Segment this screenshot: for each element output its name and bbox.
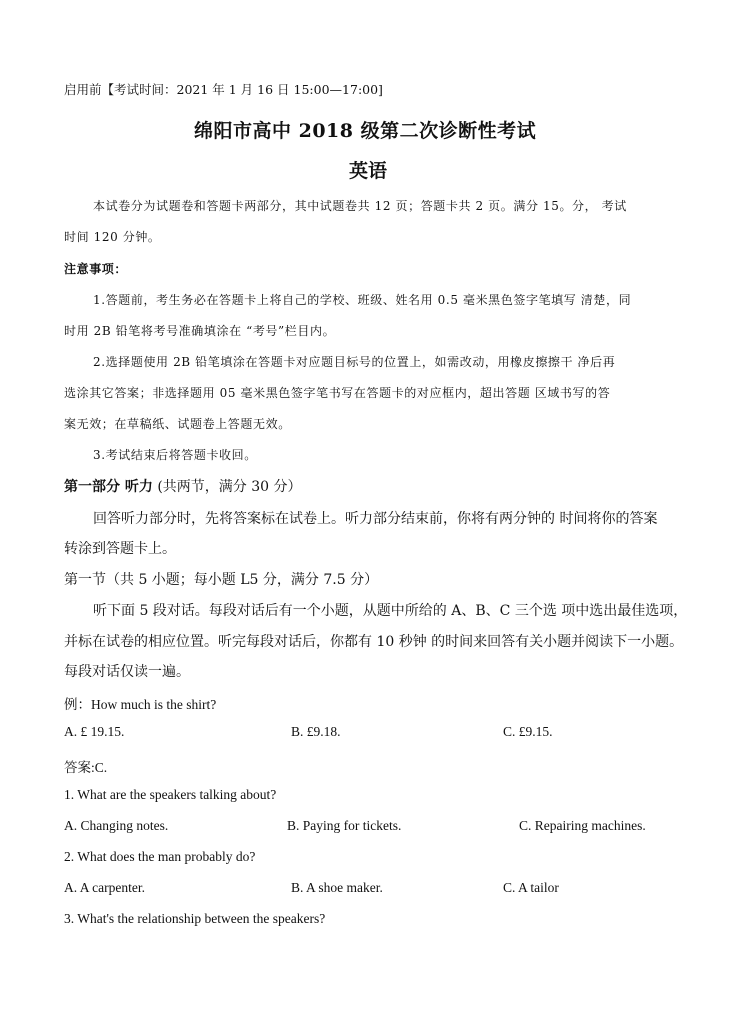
note-2-line-1: 2.选择题使用 2B 铅笔填涂在答题卡对应题目标号的位置上，如需改动，用橡皮擦擦干 净后再 (93, 355, 616, 369)
instructions-line-1: 听下面 5 段对话。每段对话后有一个小题，从题中所给的 A、B、C 三个选 项中选出最佳选项， (93, 603, 688, 619)
question-2-option-a: A. A carpenter. (64, 880, 145, 895)
example-option-a: A. £ 19.15. (64, 724, 125, 739)
notes-heading: 注意事项： (64, 262, 128, 276)
note-1-line-1: 1.答题前，考生务必在答题卡上将自己的学校、班级、姓名用 0.5 毫米黑色签字笔填写 清楚，同 (93, 293, 632, 307)
exam-subject: 英语 (349, 160, 388, 182)
note-1-line-2: 时用 2B 铅笔将考号准确填涂在 “考号”栏目内。 (64, 324, 336, 338)
part1-heading-bold: 第一部分 听力 (64, 479, 153, 495)
question-2: 2. What does the man probably do? (64, 849, 256, 864)
example-answer: 答案:C. (64, 760, 108, 775)
note-3: 3.考试结束后将答题卡收回。 (93, 448, 257, 462)
intro-line-1: 本试卷分为试题卷和答题卡两部分，其中试题卷共 12 页；答题卡共 2 页。满分 15。分， 考试 (93, 199, 627, 213)
exam-time-header: 启用前【考试时间：2021 年 1 月 16 日 15:00—17:00] (64, 82, 383, 97)
question-2-option-c: C. A tailor (503, 880, 559, 895)
part1-heading (64, 476, 302, 496)
section1-heading: 第一节（共 5 小题；每小题 L5 分，满分 7.5 分） (64, 572, 379, 588)
question-3: 3. What's the relationship between the speakers? (64, 911, 326, 926)
instructions-line-2: 并标在试卷的相应位置。听完每段对话后，你都有 10 秒钟 的时间来回答有关小题并阅读下一小题。 (64, 634, 684, 650)
example-option-c: C. £9.15. (503, 724, 553, 739)
exam-title: 绵阳市高中 2018 级第二次诊断性考试 (194, 120, 537, 142)
part1-para-line-1: 回答听力部分时，先将答案标在试卷上。听力部分结束前，你将有两分钟的 时间将你的答案 (93, 511, 658, 527)
example-question: 例：How much is the shirt? (64, 697, 217, 712)
part1-heading-rest: (共两节，满分 30 分） (157, 479, 302, 495)
question-2-option-b: B. A shoe maker. (291, 880, 383, 895)
instructions-line-3: 每段对话仅读一遍。 (64, 664, 190, 680)
question-1-option-c: C. Repairing machines. (519, 818, 646, 833)
question-1: 1. What are the speakers talking about? (64, 787, 277, 802)
note-2-line-2: 选涂其它答案；非选择题用 05 毫米黑色签字笔书写在答题卡的对应框内，超出答题 区域书写的答 (64, 386, 611, 400)
question-1-option-b: B. Paying for tickets. (287, 818, 402, 833)
question-1-option-a: A. Changing notes. (64, 818, 169, 833)
note-2-line-3: 案无效；在草稿纸、试题卷上答题无效。 (64, 417, 291, 431)
part1-para-line-2: 转涂到答题卡上。 (64, 541, 176, 557)
example-option-b: B. £9.18. (291, 724, 341, 739)
intro-line-2: 时间 120 分钟。 (64, 230, 161, 244)
